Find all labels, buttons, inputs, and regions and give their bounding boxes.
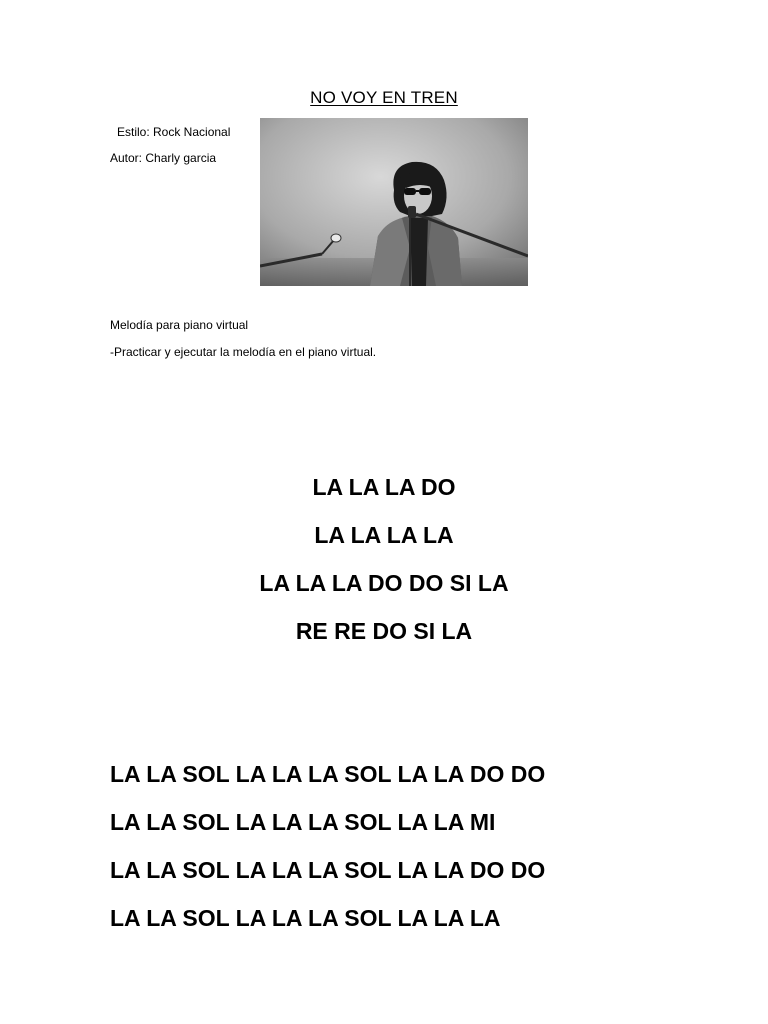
melody-line: LA LA SOL LA LA LA SOL LA LA LA bbox=[110, 905, 501, 931]
melody-part-2 bbox=[110, 752, 545, 944]
author-line: Autor: Charly garcia bbox=[110, 151, 217, 165]
melody-line: LA LA SOL LA LA LA SOL LA LA DO DO bbox=[110, 857, 546, 883]
melody-line: LA LA SOL LA LA LA SOL LA LA MI bbox=[110, 809, 496, 835]
section-label: Melodía para piano virtual bbox=[110, 318, 249, 332]
melody-line: RE RE DO SI LA bbox=[295, 618, 473, 644]
instruction-text: -Practicar y ejecutar la melodía en el piano virtual. bbox=[110, 345, 377, 359]
artist-photo bbox=[260, 118, 528, 286]
melody-line: LA LA LA LA bbox=[314, 522, 454, 548]
melody-line: LA LA LA DO bbox=[312, 474, 456, 500]
style-line: Estilo: Rock Nacional bbox=[117, 125, 231, 139]
melody-line: LA LA SOL LA LA LA SOL LA LA DO DO bbox=[110, 761, 546, 787]
song-title: NO VOY EN TREN bbox=[310, 88, 458, 107]
melody-part-1 bbox=[0, 465, 768, 657]
melody-line: LA LA LA DO DO SI LA bbox=[259, 570, 509, 596]
